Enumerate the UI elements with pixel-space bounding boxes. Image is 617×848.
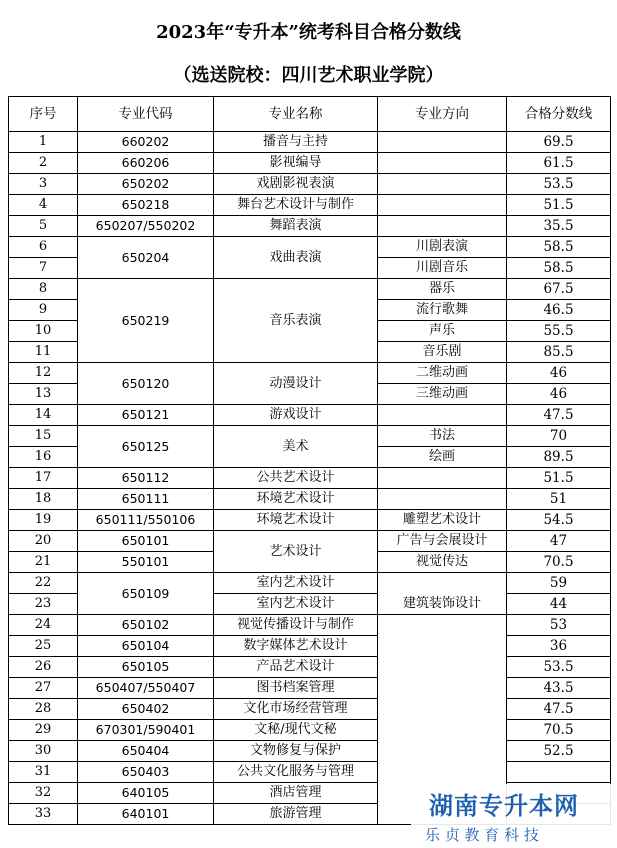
major-direction [378, 195, 507, 216]
row-no: 4 [9, 195, 78, 216]
row-no: 3 [9, 174, 78, 195]
table-row [9, 531, 611, 552]
major-name: 图书档案管理 [214, 678, 378, 699]
pass-score: 43.5 [507, 678, 611, 699]
row-no: 18 [9, 489, 78, 510]
row-no: 13 [9, 384, 78, 405]
major-direction [378, 174, 507, 195]
header-no: 序号 [9, 97, 78, 132]
row-no: 5 [9, 216, 78, 237]
table-row [9, 405, 611, 426]
row-no: 2 [9, 153, 78, 174]
major-direction: 绘画 [378, 447, 507, 468]
row-no: 27 [9, 678, 78, 699]
major-code: 650104 [78, 636, 214, 657]
major-direction: 建筑装饰设计 [378, 573, 507, 615]
major-direction [378, 216, 507, 237]
pass-score: 46 [507, 384, 611, 405]
watermark-tagline: 乐 贞 教 育 科 技 [425, 826, 539, 844]
major-direction: 川剧音乐 [378, 258, 507, 279]
row-no: 20 [9, 531, 78, 552]
major-code: 650219 [78, 279, 214, 363]
major-code: 650403 [78, 762, 214, 783]
major-code: 650125 [78, 426, 214, 468]
pass-score: 35.5 [507, 216, 611, 237]
major-name: 艺术设计 [214, 531, 378, 573]
table-row [9, 678, 611, 699]
major-direction: 川剧表演 [378, 237, 507, 258]
pass-score: 55.5 [507, 321, 611, 342]
major-direction [378, 153, 507, 174]
pass-score: 53.5 [507, 657, 611, 678]
row-no: 28 [9, 699, 78, 720]
major-code: 660206 [78, 153, 214, 174]
table-row [9, 174, 611, 195]
row-no: 12 [9, 363, 78, 384]
row-no: 15 [9, 426, 78, 447]
major-name: 文化市场经营管理 [214, 699, 378, 720]
table-row [9, 657, 611, 678]
major-name: 游戏设计 [214, 405, 378, 426]
row-no: 10 [9, 321, 78, 342]
table-row [9, 237, 611, 258]
major-code: 670301/590401 [78, 720, 214, 741]
major-name: 影视编导 [214, 153, 378, 174]
pass-score: 89.5 [507, 447, 611, 468]
major-code: 650407/550407 [78, 678, 214, 699]
table-row [9, 426, 611, 447]
major-name: 舞蹈表演 [214, 216, 378, 237]
row-no: 8 [9, 279, 78, 300]
table-row [9, 468, 611, 489]
table-row [9, 741, 611, 762]
row-no: 19 [9, 510, 78, 531]
row-no: 21 [9, 552, 78, 573]
major-code: 550101 [78, 552, 214, 573]
row-no: 26 [9, 657, 78, 678]
table-row [9, 636, 611, 657]
table-row [9, 573, 611, 594]
pass-score: 58.5 [507, 237, 611, 258]
row-no: 22 [9, 573, 78, 594]
major-code: 650101 [78, 531, 214, 552]
row-no: 9 [9, 300, 78, 321]
major-direction: 视觉传达 [378, 552, 507, 573]
major-code: 650204 [78, 237, 214, 279]
page-title: 2023年“专升本”统考科目合格分数线 [156, 22, 461, 43]
table-row [9, 153, 611, 174]
major-code: 650111 [78, 489, 214, 510]
pass-score: 51.5 [507, 195, 611, 216]
major-code: 640101 [78, 804, 214, 825]
pass-score: 54.5 [507, 510, 611, 531]
table-row [9, 762, 611, 783]
pass-score: 70.5 [507, 720, 611, 741]
watermark-title: 湖南专升本网 [429, 792, 579, 820]
major-direction: 三维动画 [378, 384, 507, 405]
pass-score: 61.5 [507, 153, 611, 174]
major-name: 环境艺术设计 [214, 489, 378, 510]
major-name: 戏曲表演 [214, 237, 378, 279]
page-subtitle: （选送院校：四川艺术职业学院） [173, 65, 444, 86]
major-code: 650404 [78, 741, 214, 762]
major-name: 室内艺术设计 [214, 573, 378, 594]
row-no: 16 [9, 447, 78, 468]
table-row [9, 699, 611, 720]
major-name: 舞台艺术设计与制作 [214, 195, 378, 216]
major-direction [378, 132, 507, 153]
header-direction: 专业方向 [378, 97, 507, 132]
score-table [8, 96, 611, 825]
header-name: 专业名称 [214, 97, 378, 132]
pass-score: 67.5 [507, 279, 611, 300]
table-row [9, 279, 611, 300]
row-no: 1 [9, 132, 78, 153]
major-direction [378, 489, 507, 510]
major-code: 650111/550106 [78, 510, 214, 531]
major-name: 公共艺术设计 [214, 468, 378, 489]
major-direction: 声乐 [378, 321, 507, 342]
row-no: 14 [9, 405, 78, 426]
table-row [9, 216, 611, 237]
major-name: 文物修复与保护 [214, 741, 378, 762]
row-no: 17 [9, 468, 78, 489]
row-no: 24 [9, 615, 78, 636]
major-direction: 书法 [378, 426, 507, 447]
pass-score: 36 [507, 636, 611, 657]
major-code: 650207/550202 [78, 216, 214, 237]
table-row [9, 132, 611, 153]
major-name: 公共文化服务与管理 [214, 762, 378, 783]
header-score: 合格分数线 [507, 97, 611, 132]
pass-score: 85.5 [507, 342, 611, 363]
pass-score: 47.5 [507, 699, 611, 720]
pass-score [507, 762, 611, 783]
pass-score: 44 [507, 594, 611, 615]
major-name: 环境艺术设计 [214, 510, 378, 531]
row-no: 31 [9, 762, 78, 783]
pass-score: 59 [507, 573, 611, 594]
table-row [9, 510, 611, 531]
major-name: 室内艺术设计 [214, 594, 378, 615]
pass-score: 51 [507, 489, 611, 510]
major-name: 视觉传播设计与制作 [214, 615, 378, 636]
table-header-row [9, 97, 611, 132]
major-code: 650402 [78, 699, 214, 720]
row-no: 6 [9, 237, 78, 258]
pass-score: 46 [507, 363, 611, 384]
pass-score: 46.5 [507, 300, 611, 321]
row-no: 30 [9, 741, 78, 762]
major-code: 650202 [78, 174, 214, 195]
major-code: 660202 [78, 132, 214, 153]
table-row [9, 720, 611, 741]
major-direction: 音乐剧 [378, 342, 507, 363]
major-name: 戏剧影视表演 [214, 174, 378, 195]
table-row [9, 489, 611, 510]
major-name: 数字媒体艺术设计 [214, 636, 378, 657]
major-name: 播音与主持 [214, 132, 378, 153]
major-code: 650120 [78, 363, 214, 405]
pass-score: 58.5 [507, 258, 611, 279]
row-no: 32 [9, 783, 78, 804]
major-name: 文秘/现代文秘 [214, 720, 378, 741]
header-code: 专业代码 [78, 97, 214, 132]
pass-score: 70.5 [507, 552, 611, 573]
major-code: 650105 [78, 657, 214, 678]
pass-score: 47.5 [507, 405, 611, 426]
major-direction: 广告与会展设计 [378, 531, 507, 552]
pass-score: 47 [507, 531, 611, 552]
major-direction: 雕塑艺术设计 [378, 510, 507, 531]
major-name: 动漫设计 [214, 363, 378, 405]
major-direction [378, 468, 507, 489]
pass-score: 52.5 [507, 741, 611, 762]
pass-score: 70 [507, 426, 611, 447]
row-no: 7 [9, 258, 78, 279]
row-no: 11 [9, 342, 78, 363]
major-direction: 二维动画 [378, 363, 507, 384]
pass-score: 69.5 [507, 132, 611, 153]
major-name: 美术 [214, 426, 378, 468]
table-row [9, 615, 611, 636]
pass-score: 53.5 [507, 174, 611, 195]
row-no: 25 [9, 636, 78, 657]
major-name: 旅游管理 [214, 804, 378, 825]
major-direction [378, 405, 507, 426]
row-no: 33 [9, 804, 78, 825]
pass-score: 53 [507, 615, 611, 636]
row-no: 23 [9, 594, 78, 615]
row-no: 29 [9, 720, 78, 741]
major-code: 650102 [78, 615, 214, 636]
major-name: 音乐表演 [214, 279, 378, 363]
major-name: 产品艺术设计 [214, 657, 378, 678]
major-code: 640105 [78, 783, 214, 804]
watermark [411, 784, 611, 846]
major-name: 酒店管理 [214, 783, 378, 804]
major-direction: 器乐 [378, 279, 507, 300]
major-code: 650109 [78, 573, 214, 615]
table-row [9, 363, 611, 384]
major-code: 650121 [78, 405, 214, 426]
major-direction: 流行歌舞 [378, 300, 507, 321]
major-code: 650218 [78, 195, 214, 216]
pass-score: 51.5 [507, 468, 611, 489]
major-code: 650112 [78, 468, 214, 489]
table-row [9, 195, 611, 216]
